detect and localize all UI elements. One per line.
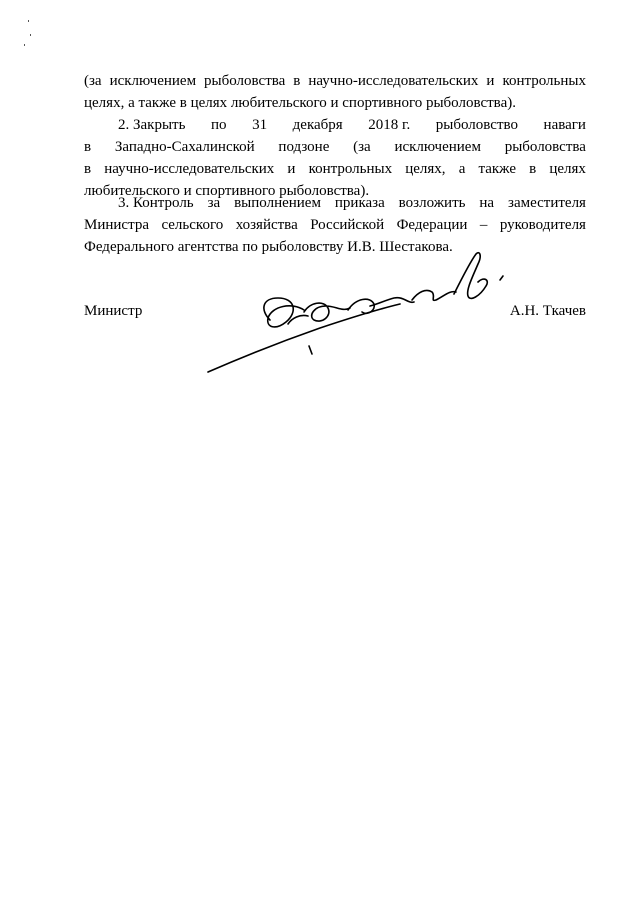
paragraph-2 [84,114,586,202]
scan-artifact [30,34,31,36]
word: на [479,195,495,211]
paragraph-2-line-4: любительского и спортивного рыболовства). [84,183,370,199]
word: Министра [84,217,149,233]
word: исключением [394,139,481,155]
word: подзоне [278,139,330,155]
word: по [211,117,227,133]
word: в [84,161,92,177]
word: научно-исследовательских [104,161,275,177]
word: хозяйства [235,217,298,233]
paragraph-2-line-2 [84,136,586,158]
word: (за [353,139,371,155]
paragraph-3-line-1 [84,192,586,214]
paragraph-1-line-2: целях, а также в целях любительского и спортивного рыболовства). [84,95,516,111]
word: целях, [405,161,446,177]
signature-block [84,300,586,322]
word: руководителя [499,217,586,233]
word: заместителя [508,195,586,211]
word: и [486,73,495,89]
word: рыболовства [204,73,286,89]
word: – [479,217,488,233]
word: рыболовства [504,139,586,155]
paragraph-1 [84,70,586,114]
word: рыболовство [435,117,518,133]
word: сельского [161,217,224,233]
paragraph-2-line-3 [84,158,586,180]
paragraph-1-line-1 [84,70,586,92]
word: в [84,139,92,155]
word: наваги [543,117,586,133]
word: исключением [109,73,197,89]
word: возложить [398,195,466,211]
word: и [287,161,296,177]
word: контрольных [502,73,586,89]
word: научно-исследовательских [308,73,479,89]
word: 2018 г. [368,117,411,133]
paragraph-2-line-1 [84,114,586,136]
word: а [458,161,466,177]
scan-artifact [28,20,29,22]
word: также [478,161,516,177]
word: в [293,73,301,89]
word: выполнением [234,195,321,211]
word: Западно-Сахалинской [114,139,255,155]
paragraph-3-line-3: Федерального агентства по рыболовству И.В. Шестакова. [84,239,453,255]
word: (за [84,73,102,89]
signatory-title: Министр [84,303,143,319]
word: Российской [310,217,385,233]
paragraph-3-line-2 [84,214,586,236]
word: декабря [292,117,343,133]
word: Федерации [396,217,468,233]
word: 31 [252,117,268,133]
word: приказа [334,195,385,211]
scan-artifact [24,44,25,46]
signatory-name: А.Н. Ткачев [509,303,586,319]
word: целях [549,161,586,177]
word: в [529,161,537,177]
word: 3. Контроль [118,195,194,211]
word: контрольных [308,161,393,177]
word: за [207,195,221,211]
word: 2. Закрыть [118,117,186,133]
